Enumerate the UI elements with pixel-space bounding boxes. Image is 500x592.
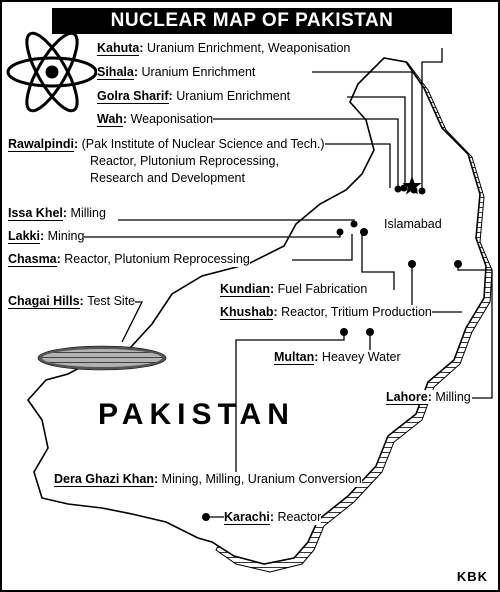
- site-label-khushab: Khushab: Reactor, Tritium Production: [220, 305, 432, 319]
- site-description: Reactor, Plutonium Reprocessing: [64, 252, 250, 266]
- site-label-kundian: Kundian: Fuel Fabrication: [220, 282, 368, 296]
- site-description: Reactor, Tritium Production: [281, 305, 432, 319]
- site-description-line: Research and Development: [90, 171, 245, 185]
- rawalpindi-description-continued: [90, 154, 279, 186]
- site-description: Milling: [70, 206, 106, 220]
- site-city: Khushab: [220, 305, 274, 319]
- site-label-karachi: Karachi: Reactor: [224, 510, 322, 524]
- site-description: Reactor: [277, 510, 322, 524]
- site-city: Dera Ghazi Khan: [54, 472, 155, 486]
- site-description: Heavey Water: [321, 350, 401, 364]
- site-label-dera-ghazi-khan: Dera Ghazi Khan: Mining, Milling, Uranium Conversion: [54, 472, 362, 486]
- site-description: Test Site: [87, 294, 136, 308]
- country-label: PAKISTAN: [98, 398, 295, 431]
- site-city: Kahuta: [97, 41, 140, 55]
- site-label-kahuta: Kahuta: Uranium Enrichment, Weaponisation: [97, 41, 351, 55]
- site-city: Sihala: [97, 65, 134, 79]
- site-label-lahore: Lahore: Milling: [386, 390, 471, 404]
- site-description: Mining, Milling, Uranium Conversion: [161, 472, 362, 486]
- site-city: Chasma: [8, 252, 57, 266]
- site-city: Lakki: [8, 229, 40, 243]
- chagai-hills-test-site-area: [38, 346, 166, 370]
- capital-label: Islamabad: [384, 217, 442, 231]
- site-label-chasma: Chasma: Reactor, Plutonium Reprocessing: [8, 252, 250, 266]
- site-description-line: Reactor, Plutonium Reprocessing,: [90, 154, 279, 168]
- site-label-sihala: Sihala: Uranium Enrichment: [97, 65, 256, 79]
- site-description: Weaponisation: [130, 112, 214, 126]
- site-label-chagai-hills: Chagai Hills: Test Site: [8, 294, 136, 308]
- site-description: (Pak Institute of Nuclear Science and Tech.): [81, 137, 325, 151]
- site-description: Uranium Enrichment, Weaponisation: [147, 41, 351, 55]
- site-city: Golra Sharif: [97, 89, 169, 103]
- site-city: Rawalpindi: [8, 137, 74, 151]
- credit-label: KBK: [456, 569, 488, 584]
- site-label-issa-khel: Issa Khel: Milling: [8, 206, 106, 220]
- atom-symbol-icon: [8, 27, 96, 117]
- site-description: Fuel Fabrication: [277, 282, 368, 296]
- site-description: Uranium Enrichment: [141, 65, 256, 79]
- site-city: Kundian: [220, 282, 270, 296]
- map-title: NUCLEAR MAP OF PAKISTAN: [52, 8, 452, 34]
- site-city: Karachi: [224, 510, 270, 524]
- site-label-golra-sharif: Golra Sharif: Uranium Enrichment: [97, 89, 291, 103]
- site-label-wah: Wah: Weaponisation: [97, 112, 214, 126]
- site-city: Chagai Hills: [8, 294, 80, 308]
- site-city: Multan: [274, 350, 315, 364]
- site-description: Uranium Enrichment: [176, 89, 291, 103]
- site-description: Mining: [47, 229, 85, 243]
- site-label-rawalpindi: Rawalpindi: (Pak Institute of Nuclear Science and Tech.): [8, 137, 325, 151]
- site-description: Milling: [435, 390, 471, 404]
- site-city: Wah: [97, 112, 123, 126]
- site-city: Lahore: [386, 390, 428, 404]
- site-city: Issa Khel: [8, 206, 63, 220]
- site-label-lakki: Lakki: Mining: [8, 229, 85, 243]
- site-label-multan: Multan: Heavey Water: [274, 350, 401, 364]
